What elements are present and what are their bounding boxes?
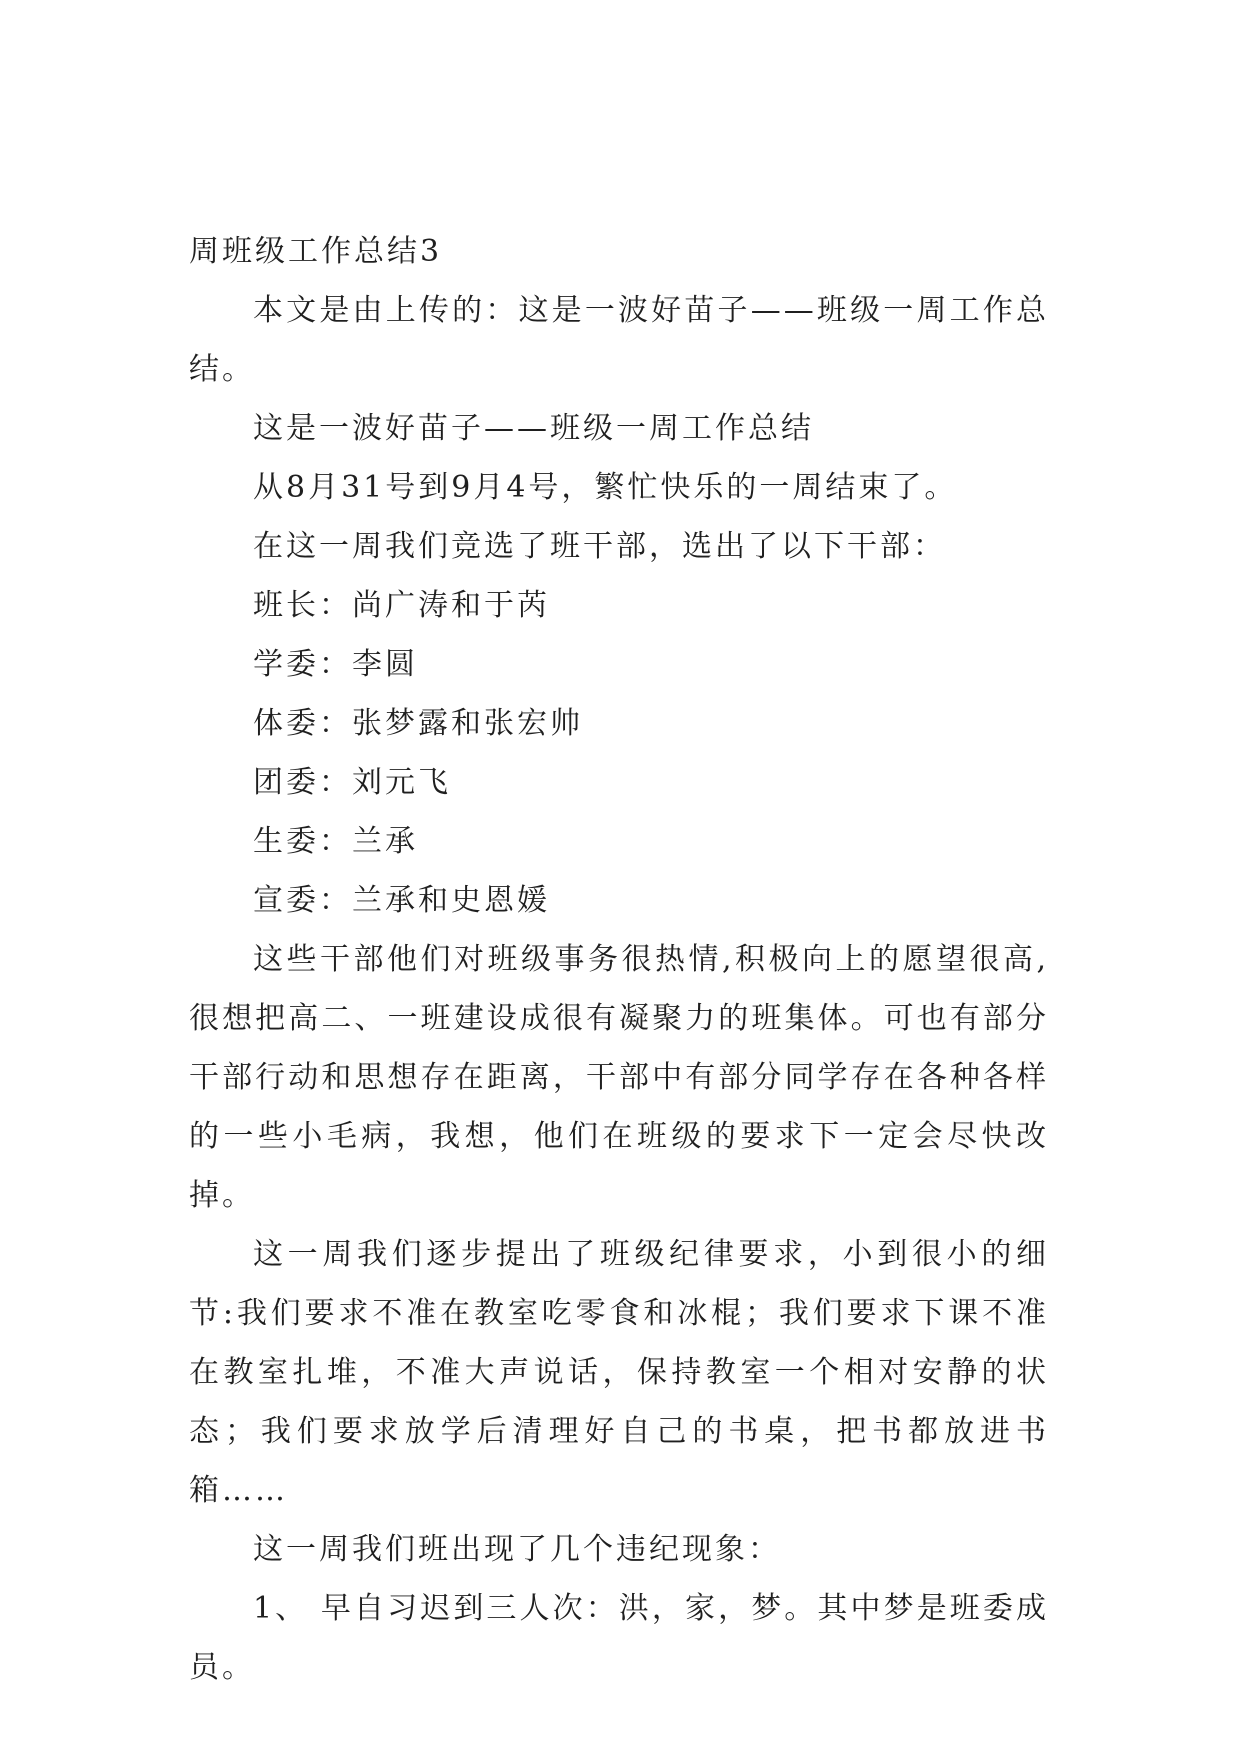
document-title: 周班级工作总结3 — [189, 234, 443, 269]
cadre-monitor: 班长：尚广涛和于芮 — [253, 588, 550, 623]
paragraph-violations-intro: 这一周我们班出现了几个违纪现象： — [253, 1532, 781, 1567]
paragraph-heading: 这是一波好苗子——班级一周工作总结 — [253, 411, 814, 446]
cadre-publicity: 宣委：兰承和史恩媛 — [253, 883, 550, 918]
cadre-league: 团委：刘元飞 — [253, 765, 451, 800]
cadre-study: 学委：李圆 — [253, 647, 418, 682]
paragraph-date-range: 从8月31号到9月4号，繁忙快乐的一周结束了。 — [253, 470, 958, 505]
document-body — [189, 222, 1049, 1697]
cadre-life: 生委：兰承 — [253, 824, 418, 859]
paragraph-discipline-rules: 这一周我们逐步提出了班级纪律要求，小到很小的细节:我们要求不准在教室吃零食和冰棍；我们要求下课不准在教室扎堆，不准大声说话，保持教室一个相对安静的状态；我们要求放学后清理好自己的书桌，把书都放进书箱…… — [189, 1237, 1049, 1508]
paragraph-intro: 本文是由上传的：这是一波好苗子——班级一周工作总结。 — [189, 293, 1049, 387]
paragraph-cadre-evaluation: 这些干部他们对班级事务很热情,积极向上的愿望很高,很想把高二、一班建设成很有凝聚力的班集体。可也有部分干部行动和思想存在距离，干部中有部分同学存在各种各样的一些小毛病，我想，他们在班级的要求下一定会尽快改掉。 — [189, 942, 1049, 1213]
list-item-violation-1: 1、 早自习迟到三人次：洪，家，梦。其中梦是班委成员。 — [189, 1591, 1049, 1685]
cadre-sports: 体委：张梦露和张宏帅 — [253, 706, 583, 741]
paragraph-election: 在这一周我们竞选了班干部，选出了以下干部： — [253, 529, 946, 564]
